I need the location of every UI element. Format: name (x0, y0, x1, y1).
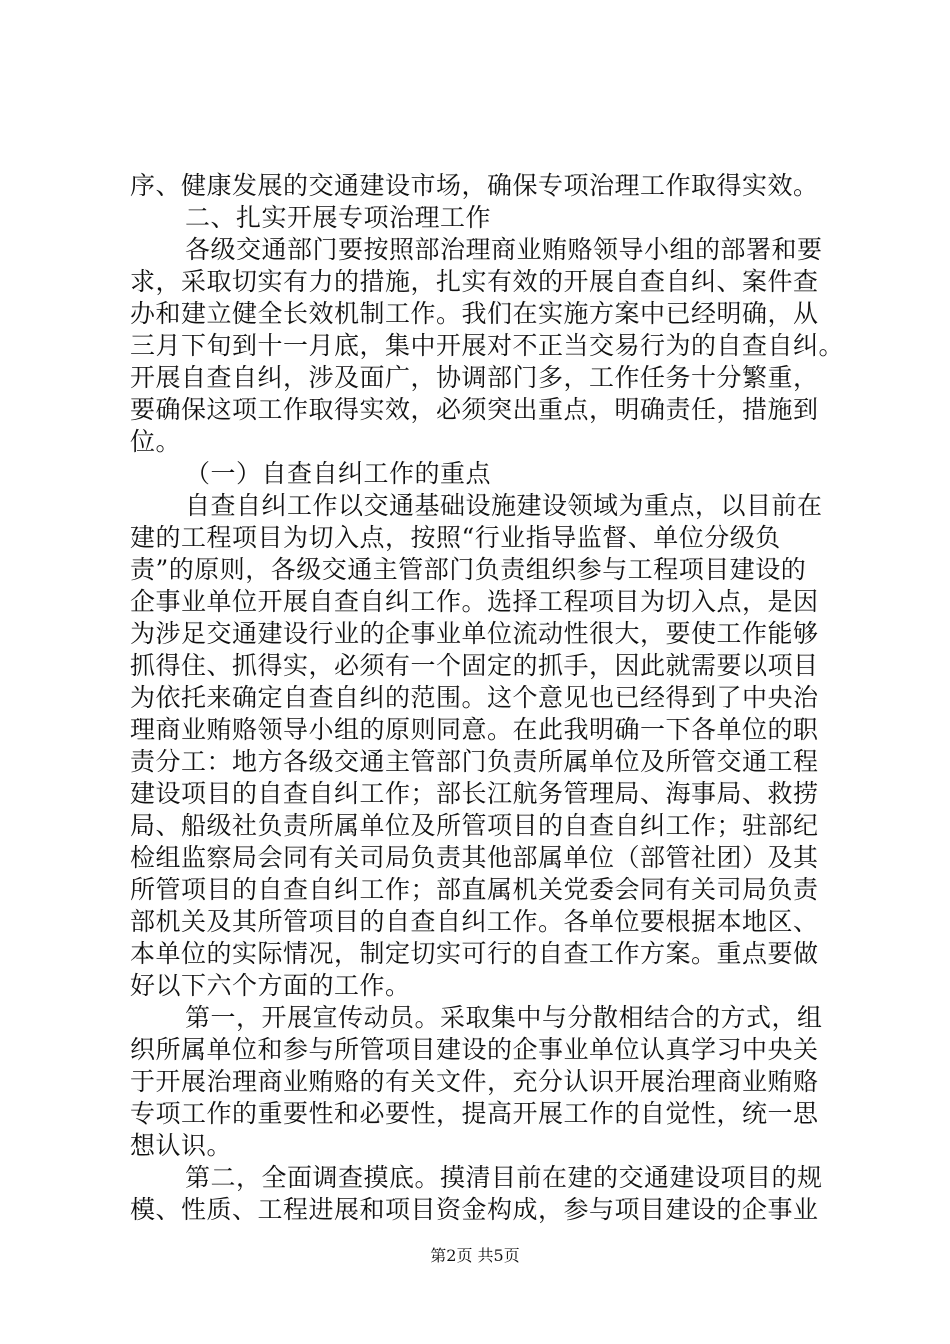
text-line: 位。 (130, 427, 182, 456)
text-line: 责”的原则，各级交通主管部门负责组织参与工程项目建设的 (130, 555, 807, 584)
text-line: 想认识。 (130, 1131, 233, 1160)
text-line: 模、性质、工程进展和项目资金构成，参与项目建设的企事业 (130, 1195, 819, 1224)
text-line: 责分工：地方各级交通主管部门负责所属单位及所管交通工程 (130, 747, 819, 776)
text-line: 办和建立健全长效机制工作。我们在实施方案中已经明确，从 (130, 299, 819, 328)
page-number-label: 第2页 共5页 (430, 1246, 520, 1265)
text-line: 本单位的实际情况，制定切实可行的自查工作方案。重点要做 (130, 939, 819, 968)
text-line: 为依托来确定自查自纠的范围。这个意见也已经得到了中央治 (130, 683, 819, 712)
text-line: 检组监察局会同有关司局负责其他部属单位（部管社团）及其 (130, 843, 819, 872)
text-line: 企事业单位开展自查自纠工作。选择工程项目为切入点，是因 (130, 587, 819, 616)
subsection-heading: （一）自查自纠工作的重点 (185, 459, 492, 488)
text-line: 三月下旬到十一月底，集中开展对不正当交易行为的自查自纠。 (130, 331, 845, 360)
text-line: 于开展治理商业贿赂的有关文件，充分认识开展治理商业贿赂 (130, 1067, 819, 1096)
text-line: 所管项目的自查自纠工作；部直属机关党委会同有关司局负责 (130, 875, 819, 904)
text-line: 好以下六个方面的工作。 (130, 971, 411, 1000)
text-line: 第二，全面调查摸底。摸清目前在建的交通建设项目的规 (185, 1163, 823, 1192)
document-body (130, 170, 845, 1226)
text-line: 理商业贿赂领导小组的原则同意。在此我明确一下各单位的职 (130, 715, 819, 744)
text-line: 求，采取切实有力的措施，扎实有效的开展自查自纠、案件查 (130, 267, 819, 296)
text-line: 序、健康发展的交通建设市场，确保专项治理工作取得实效。 (130, 171, 819, 200)
text-line: 专项工作的重要性和必要性，提高开展工作的自觉性，统一思 (130, 1099, 819, 1128)
text-line: 开展自查自纠，涉及面广，协调部门多，工作任务十分繁重， (130, 363, 819, 392)
text-line: 织所属单位和参与所管项目建设的企事业单位认真学习中央关 (130, 1035, 819, 1064)
text-line: 为涉足交通建设行业的企事业单位流动性很大，要使工作能够 (130, 619, 819, 648)
page-footer (0, 1246, 950, 1266)
section-heading: 二、扎实开展专项治理工作 (185, 203, 492, 232)
text-line: 第一，开展宣传动员。采取集中与分散相结合的方式，组 (185, 1003, 823, 1032)
text-line: 建设项目的自查自纠工作；部长江航务管理局、海事局、救捞 (130, 779, 819, 808)
text-line: 建的工程项目为切入点，按照“行业指导监督、单位分级负 (130, 523, 781, 552)
text-line: 抓得住、抓得实，必须有一个固定的抓手，因此就需要以项目 (130, 651, 819, 680)
text-line: 自查自纠工作以交通基础设施建设领域为重点，以目前在 (185, 491, 823, 520)
text-line: 局、船级社负责所属单位及所管项目的自查自纠工作；驻部纪 (130, 811, 819, 840)
text-line: 部机关及其所管项目的自查自纠工作。各单位要根据本地区、 (130, 907, 819, 936)
text-line: 要确保这项工作取得实效，必须突出重点，明确责任，措施到 (130, 395, 819, 424)
text-line: 各级交通部门要按照部治理商业贿赂领导小组的部署和要 (185, 235, 823, 264)
